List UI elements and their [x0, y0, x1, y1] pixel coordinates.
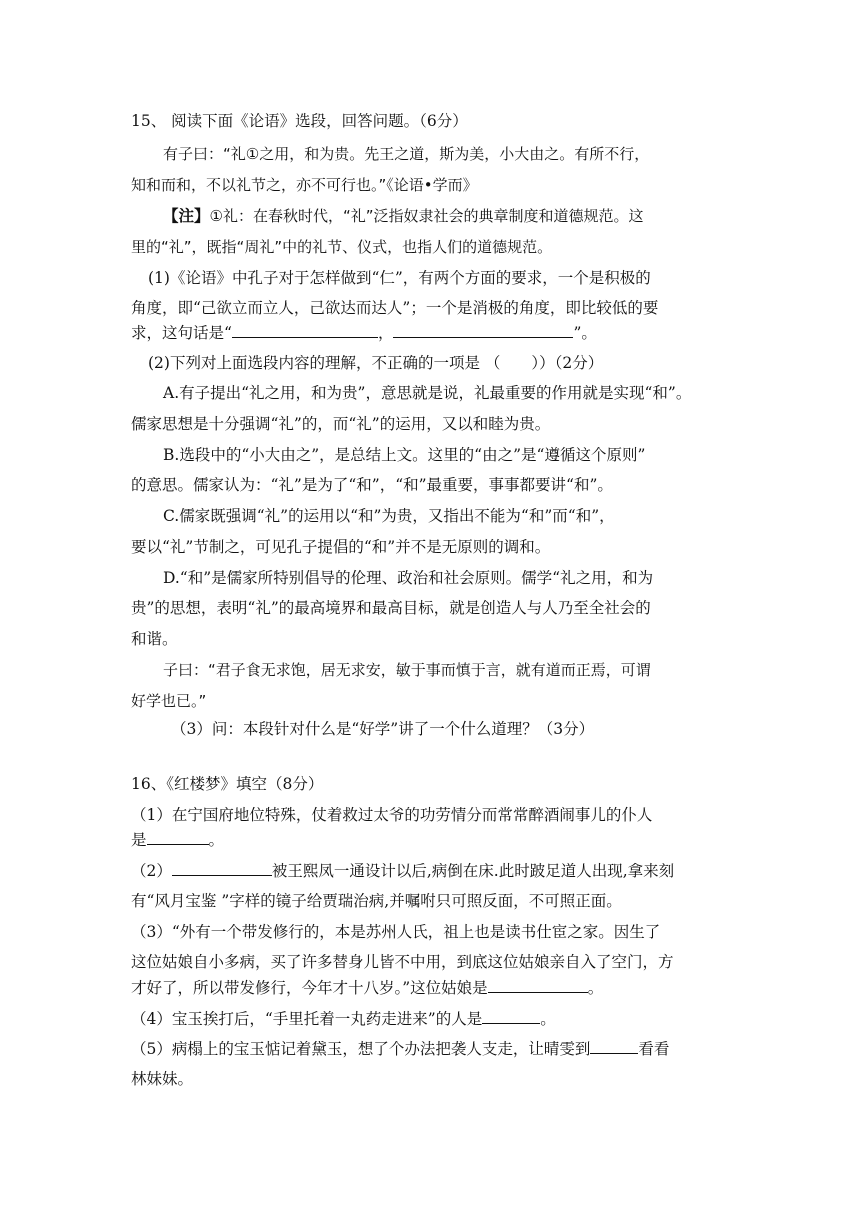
q15-passage-line: 知和而和，不以礼节之，亦不可行也。”《论语•学而》: [131, 176, 478, 194]
q16-item4-line: [131, 1007, 731, 1030]
sub1-prefix: 求，这句话是“: [131, 324, 232, 342]
item5-prefix: （5）病榻上的宝玉惦记着黛玉，想了个办法把袭人支走，让晴雯到: [131, 1040, 591, 1058]
item2-prefix: （2）: [131, 862, 172, 880]
item4-suffix: 。: [540, 1010, 556, 1028]
item3-prefix: 才好了，所以带发修行，今年才十八岁。”这位姑娘是: [131, 979, 488, 997]
option-b-line: 的意思。儒家认为：“礼”是为了“和”，“和”最重要，事事都要讲“和”。: [131, 476, 613, 494]
q15-sub3: （3）问：本段针对什么是“好学”讲了一个什么道理？（3分）: [171, 720, 595, 738]
q15-sub1-answer-line: [131, 321, 731, 344]
answer-blank-item4[interactable]: [482, 1007, 540, 1024]
q16-item3-line: （3）“外有一个带发修行的，本是苏州人氏，祖上也是读书仕宦之家。因生了: [131, 923, 661, 941]
note-text: ①礼：在春秋时代，“礼”泛指奴隶社会的典章制度和道德规范。这: [209, 207, 644, 225]
option-b-line: B.选段中的“小大由之”，是总结上文。这里的“由之”是“遵循这个原则”: [163, 446, 646, 464]
item4-prefix: （4）宝玉挨打后，“手里托着一丸药走进来”的人是: [131, 1010, 483, 1028]
option-a-line: 儒家思想是十分强调“礼”的，而“礼”的运用，又以和睦为贵。: [131, 415, 551, 433]
item2-text: 被王熙凤一通设计以后,病倒在床.此时跛足道人出现,拿来刻: [271, 862, 675, 880]
item1-suffix: 。: [208, 831, 225, 849]
q16-item2-line: 有“风月宝鉴 ”字样的镜子给贾瑞治病,并嘱咐只可照反面，不可照正面。: [131, 892, 622, 910]
sub1-separator: ，: [377, 324, 394, 342]
sub1-suffix: ”。: [573, 324, 597, 342]
answer-blank-item3[interactable]: [488, 976, 588, 993]
q16-item5-line: 林妹妹。: [131, 1070, 194, 1088]
q16-item1-line: （1）在宁国府地位特殊，仗着救过太爷的功劳情分而常常醉酒闹事儿的仆人: [131, 806, 653, 824]
q16-title: 16、《红楼梦》填空（8分）: [131, 775, 324, 793]
option-d-line: 贵”的思想，表明“礼”的最高境界和最高目标，就是创造人与人乃至全社会的: [131, 599, 651, 617]
q15-passage2-line: 子曰：“君子食无求饱，居无求安，敏于事而慎于言，就有道而正焉，可谓: [163, 661, 651, 679]
option-d-line: 和谐。: [131, 630, 178, 648]
answer-blank-2[interactable]: [393, 321, 573, 338]
q16-item2-line: [131, 859, 731, 882]
item3-suffix: 。: [587, 979, 604, 997]
q15-note-line: 里的“礼”，既指“周礼”中的礼节、仪式，也指人们的道德规范。: [131, 238, 553, 256]
item5-suffix: 看看: [638, 1040, 670, 1058]
q15-note-line: [163, 205, 763, 227]
option-a-line: A.有子提出“礼之用，和为贵”，意思就是说，礼最重要的作用就是实现“和”。: [163, 384, 692, 402]
q15-passage-line: 有子曰：“礼①之用，和为贵。先王之道，斯为美，小大由之。有所不行，: [163, 145, 650, 163]
q16-item1-line: [131, 828, 731, 851]
answer-blank-item1[interactable]: [147, 828, 209, 845]
q16-item3-line: [131, 976, 731, 999]
answer-blank-item5[interactable]: [590, 1037, 638, 1054]
answer-blank-item2[interactable]: [172, 859, 272, 876]
q15-passage2-line: 好学也已。”: [131, 692, 207, 710]
item1-prefix: 是: [131, 831, 147, 849]
q15-sub1-line: (1)《论语》中孔子对于怎样做到“仁”，有两个方面的要求，一个是积极的: [148, 269, 651, 287]
answer-blank-1[interactable]: [232, 321, 378, 338]
note-label: 【注】: [163, 206, 210, 225]
q15-sub1-line: 角度，即“己欲立而立人，己欲达而达人”；一个是消极的角度，即比较低的要: [131, 299, 659, 317]
option-d-line: D.“和”是儒家所特别倡导的伦理、政治和社会原则。儒学“礼之用，和为: [163, 569, 654, 587]
option-c-line: 要以“礼”节制之，可见孔子提倡的“和”并不是无原则的调和。: [131, 538, 551, 556]
q16-item5-line: [131, 1037, 731, 1060]
q15-sub2: (2)下列对上面选段内容的理解，不正确的一项是 （ ））（2分）: [148, 354, 604, 372]
option-c-line: C.儒家既强调“礼”的运用以“和”为贵，又指出不能为“和”而“和”，: [163, 507, 615, 525]
q16-item3-line: 这位姑娘自小多病，买了许多替身儿皆不中用，到底这位姑娘亲自入了空门，方: [131, 953, 674, 971]
q15-title: 15、 阅读下面《论语》选段，回答问题。（6分）: [131, 112, 468, 130]
